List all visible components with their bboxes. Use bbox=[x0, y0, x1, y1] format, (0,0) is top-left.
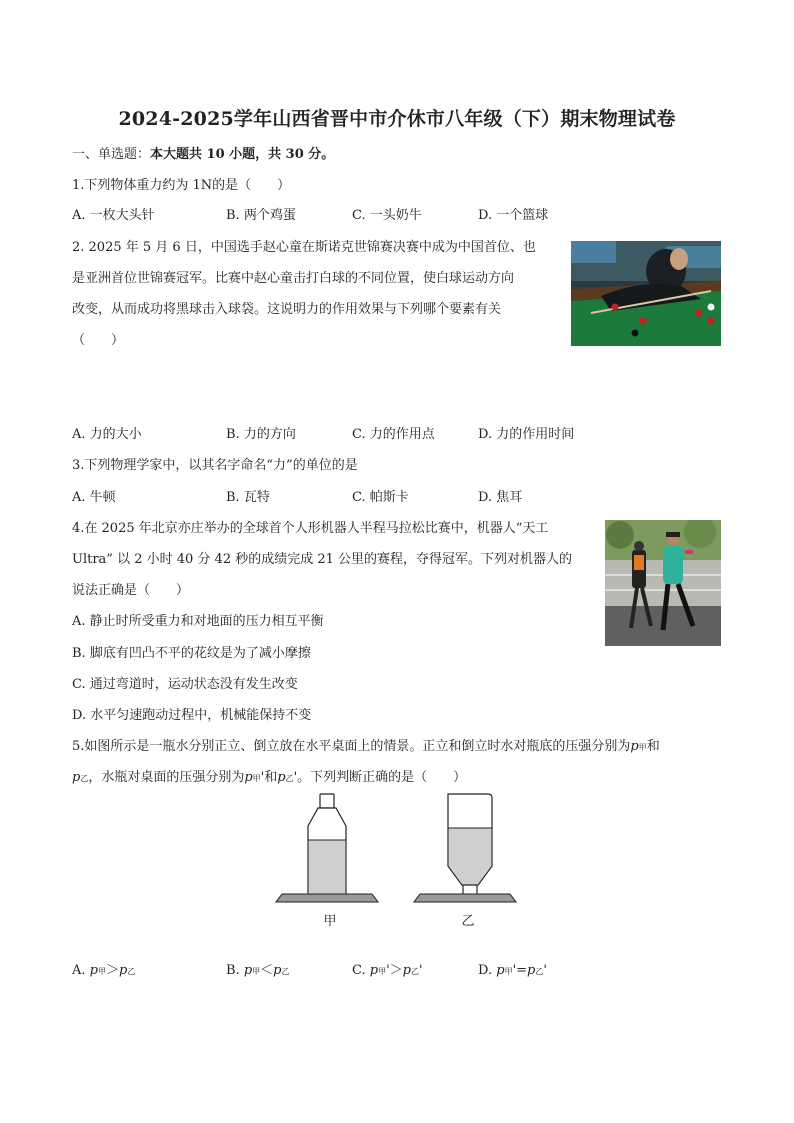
q2-option-c: C. 力的作用点 bbox=[352, 427, 435, 442]
section-prefix: 一、单选题： bbox=[72, 147, 151, 162]
q5-p-symbol: p bbox=[244, 770, 253, 785]
q2-line-4: （ ） bbox=[72, 333, 125, 348]
q5-p-symbol: p bbox=[402, 963, 411, 978]
q5-p-symbol: p bbox=[119, 963, 128, 978]
q2-option-d: D. 力的作用时间 bbox=[478, 427, 575, 442]
q5-line-2-text-a: ，水瓶对桌面的压强分别为 bbox=[88, 770, 245, 785]
q5-p-symbol: p bbox=[496, 963, 505, 978]
q5-p-symbol: p bbox=[72, 770, 81, 785]
q1-stem: 1.下列物体重力约为 1N的是（ ） bbox=[72, 178, 291, 193]
inverted-bottle bbox=[448, 794, 492, 897]
q5-p-symbol: p bbox=[89, 963, 98, 978]
q2-line-3: 改变，从而成功将黑球击入球袋。这说明力的作用效果与下列哪个要素有关 bbox=[72, 302, 502, 317]
q5-option-c: C. p甲'＞p乙' bbox=[352, 963, 423, 978]
q5-option-a-letter: A. bbox=[72, 963, 90, 978]
q5-option-a-relation: ＞ bbox=[105, 963, 119, 978]
q5-sub-jia: 甲 bbox=[252, 774, 261, 783]
q3-option-b: B. 瓦特 bbox=[226, 490, 270, 505]
section-bold-text: 本大题共 10 小题，共 30 分。 bbox=[150, 147, 335, 162]
q5-p-symbol: p bbox=[527, 963, 536, 978]
q1-option-b: B. 两个鸡蛋 bbox=[226, 208, 296, 223]
q5-option-d-relation: '= bbox=[512, 963, 528, 978]
q5-sub-yi: 乙 bbox=[127, 967, 136, 976]
q5-sub-yi: 乙 bbox=[281, 967, 290, 976]
q5-p-symbol: p bbox=[273, 963, 282, 978]
q5-option-b-relation: ＜ bbox=[260, 963, 274, 978]
q5-sub-yi: 乙 bbox=[80, 774, 89, 783]
q4-option-d: D. 水平匀速跑动过程中，机械能保持不变 bbox=[72, 708, 312, 723]
q3-stem: 3.下列物理学家中，以其名字命名“力”的单位的是 bbox=[72, 458, 358, 473]
q2-option-b: B. 力的方向 bbox=[226, 427, 296, 442]
q5-p-symbol: p bbox=[277, 770, 286, 785]
q1-option-a: A. 一枚大头针 bbox=[72, 208, 155, 223]
q5-option-d: D. p甲'=p乙' bbox=[478, 963, 547, 978]
q5-line-2-text-b: 。下列判断正确的是（ ） bbox=[297, 770, 467, 785]
q5-sub-jia: 甲 bbox=[638, 743, 647, 752]
table-left bbox=[276, 894, 378, 902]
upright-bottle bbox=[308, 794, 346, 898]
q5-and-text: 和 bbox=[264, 770, 278, 785]
q5-option-d-letter: D. bbox=[478, 963, 497, 978]
q5-line-1 bbox=[72, 738, 660, 757]
page-title: 2024-2025学年山西省晋中市介休市八年级（下）期末物理试卷 bbox=[118, 108, 676, 130]
q2-line-2: 是亚洲首位世锦赛冠军。比赛中赵心童击打白球的不同位置，使白球运动方向 bbox=[72, 271, 515, 286]
q5-line-2: p乙，水瓶对桌面的压强分别为p甲'和p乙'。下列判断正确的是（ ） bbox=[72, 770, 467, 785]
q5-line-1-text: 5.如图所示是一瓶水分别正立、倒立放在水平桌面上的情景。正立和倒立时水对瓶底的压强分别为 bbox=[72, 739, 631, 754]
q3-option-d: D. 焦耳 bbox=[478, 490, 523, 505]
q5-option-b bbox=[226, 962, 290, 981]
q5-sub-yi: 乙 bbox=[535, 967, 544, 976]
fig-label-yi: 乙 bbox=[461, 914, 475, 929]
q5-sub-yi: 乙 bbox=[285, 774, 294, 783]
q3-option-a: A. 牛顿 bbox=[72, 490, 116, 505]
q4-line-2: Ultra” 以 2 小时 40 分 42 秒的成绩完成 21 公里的赛程，夺得冠军。下列对机器人的 bbox=[72, 552, 573, 567]
q1-option-d: D. 一个篮球 bbox=[478, 208, 549, 223]
q5-sub-jia: 甲 bbox=[504, 967, 513, 976]
q2-option-a: A. 力的大小 bbox=[72, 427, 142, 442]
q3-option-c: C. 帕斯卡 bbox=[352, 490, 409, 505]
section-heading bbox=[72, 146, 334, 164]
snooker-photo-image bbox=[571, 241, 721, 346]
q5-option-a bbox=[72, 962, 135, 981]
snooker-photo bbox=[571, 241, 721, 346]
fig-label-jia: 甲 bbox=[323, 914, 337, 929]
q5-p-symbol: p bbox=[369, 963, 379, 978]
q4-option-c: C. 通过弯道时，运动状态没有发生改变 bbox=[72, 677, 298, 692]
q5-sub-jia: 甲 bbox=[97, 967, 106, 976]
q5-option-c-relation: '＞ bbox=[386, 963, 403, 978]
q5-sub-jia: 甲 bbox=[252, 967, 261, 976]
q5-sub-yi: 乙 bbox=[410, 967, 419, 976]
q4-option-a: A. 静止时所受重力和对地面的压力相互平衡 bbox=[72, 614, 324, 629]
q5-and-text: 和 bbox=[646, 739, 660, 754]
q5-option-c-letter: C. bbox=[352, 963, 370, 978]
robot-marathon-photo bbox=[605, 520, 721, 646]
q5-sub-jia: 甲 bbox=[378, 967, 387, 976]
q5-p-symbol: p bbox=[243, 963, 253, 978]
q4-line-3: 说法正确是（ ） bbox=[72, 583, 190, 598]
q4-line-1: 4.在 2025 年北京亦庄举办的全球首个人形机器人半程马拉松比赛中，机器人“天工 bbox=[72, 521, 549, 536]
table-right bbox=[414, 894, 516, 902]
q5-option-b-letter: B. bbox=[226, 963, 244, 978]
q4-option-b: B. 脚底有凹凸不平的花纹是为了减小摩擦 bbox=[72, 646, 311, 661]
q5-p-symbol: p bbox=[630, 739, 639, 754]
q2-line-1: 2. 2025 年 5 月 6 日，中国选手赵心童在斯诺克世锦赛决赛中成为中国首位、也 bbox=[72, 240, 536, 255]
robot-marathon-photo-image bbox=[605, 520, 721, 646]
bottle-figure bbox=[270, 790, 530, 935]
q1-option-c: C. 一头奶牛 bbox=[352, 208, 422, 223]
